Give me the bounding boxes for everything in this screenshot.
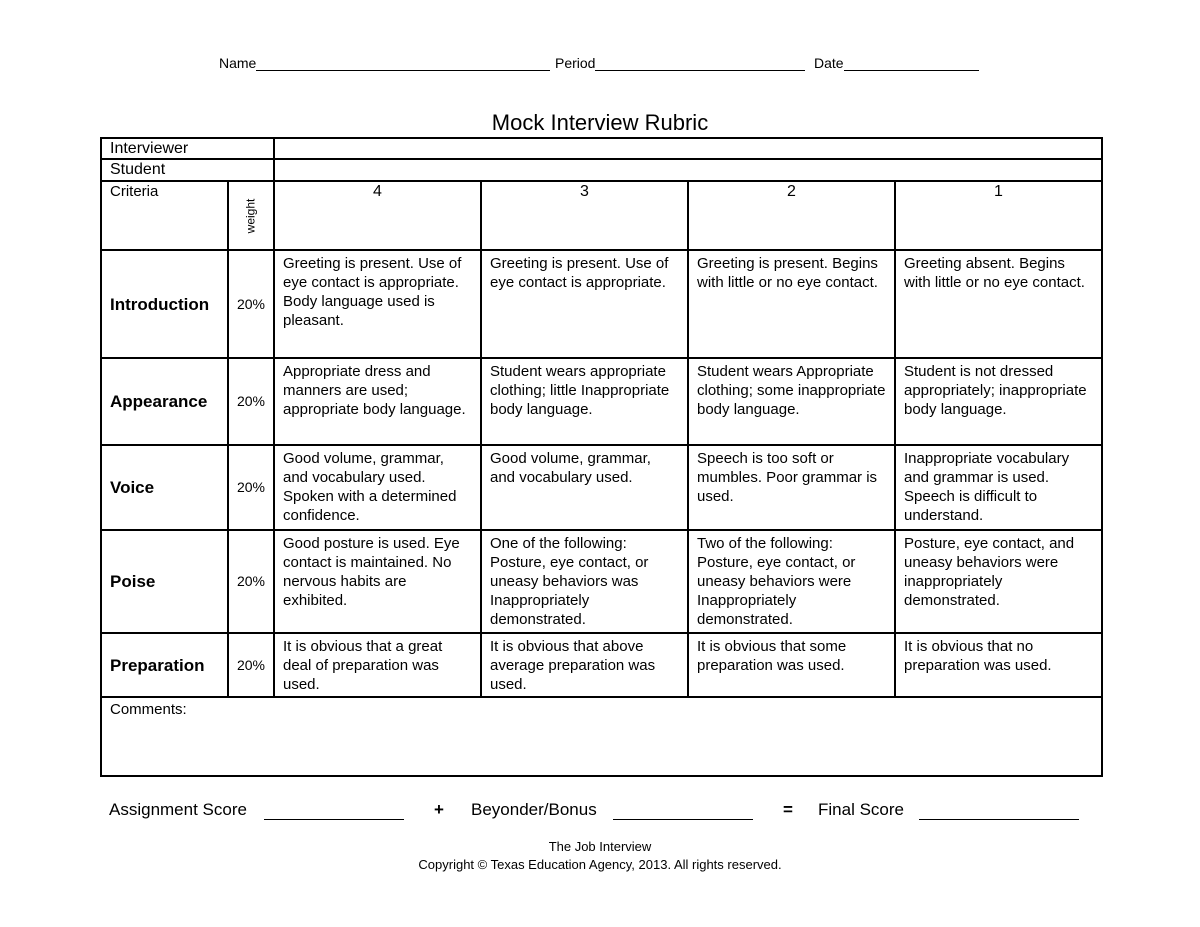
criteria-label: Criteria [101,181,228,250]
level-3-description[interactable]: Good volume, grammar, and vocabulary used. [481,445,688,530]
level-2-description[interactable]: Student wears Appropriate clothing; some inappropriate body language. [688,358,895,445]
level-4-description[interactable]: Good volume, grammar, and vocabulary used. Spoken with a determined confidence. [274,445,481,530]
date-field[interactable] [814,55,979,71]
page-footer [0,838,1200,874]
level-2-description[interactable]: Speech is too soft or mumbles. Poor grammar is used. [688,445,895,530]
level-4-description[interactable]: Good posture is used. Eye contact is maintained. No nervous habits are exhibited. [274,530,481,633]
bonus-blank[interactable] [613,803,753,820]
interviewer-value[interactable] [274,138,1102,159]
weight-header [228,181,274,250]
criterion-label: Introduction [101,250,228,358]
level-3-description[interactable]: It is obvious that above average preparation was used. [481,633,688,697]
level-3-description[interactable]: Greeting is present. Use of eye contact is appropriate. [481,250,688,358]
level-header-2: 2 [688,181,895,250]
header-fields [0,55,1200,75]
criterion-label: Preparation [101,633,228,697]
final-score-field[interactable] [818,800,1079,820]
weight-label: weight [243,198,258,233]
name-label: Name [219,55,257,71]
bonus-field[interactable] [471,800,753,820]
interviewer-label: Interviewer [101,138,274,159]
criteria-header-row [101,181,1102,250]
level-header-3: 3 [481,181,688,250]
footer-copyright: Copyright © Texas Education Agency, 2013. All rights reserved. [418,857,782,872]
level-header-4: 4 [274,181,481,250]
plus-sign: + [434,800,444,819]
student-row [101,159,1102,181]
student-label: Student [101,159,274,181]
weight-value: 20% [228,633,274,697]
level-1-description[interactable]: Greeting absent. Begins with little or no eye contact. [895,250,1102,358]
rubric-row-voice [101,445,1102,530]
rubric-row-preparation [101,633,1102,697]
level-1-description[interactable]: Student is not dressed appropriately; inappropriate body language. [895,358,1102,445]
criterion-label: Voice [101,445,228,530]
weight-value: 20% [228,530,274,633]
comments-box[interactable] [101,697,1102,776]
period-blank[interactable] [595,56,805,71]
comments-label: Comments: [110,701,187,718]
final-score-blank[interactable] [919,803,1079,820]
weight-value: 20% [228,445,274,530]
score-line [0,800,1200,822]
rubric-table [100,137,1103,777]
level-1-description[interactable]: Inappropriate vocabulary and grammar is used. Speech is difficult to understand. [895,445,1102,530]
weight-value: 20% [228,250,274,358]
criterion-label: Appearance [101,358,228,445]
weight-value: 20% [228,358,274,445]
date-label: Date [814,55,844,71]
interviewer-row [101,138,1102,159]
level-3-description[interactable]: One of the following: Posture, eye contact, or uneasy behaviors was Inappropriately demonstrated. [481,530,688,633]
level-4-description[interactable]: It is obvious that a great deal of preparation was used. [274,633,481,697]
page-title: Mock Interview Rubric [491,110,709,135]
level-header-1: 1 [895,181,1102,250]
footer-title: The Job Interview [548,839,652,854]
comments-row [101,697,1102,776]
date-blank[interactable] [844,56,979,71]
final-score-label: Final Score [818,800,904,819]
name-blank[interactable] [256,56,550,71]
rubric-row-poise [101,530,1102,633]
level-4-description[interactable]: Greeting is present. Use of eye contact is appropriate. Body language used is pleasant. [274,250,481,358]
equals-sign: = [783,800,793,819]
level-3-description[interactable]: Student wears appropriate clothing; little Inappropriate body language. [481,358,688,445]
assignment-score-field[interactable] [109,800,404,820]
bonus-label: Beyonder/Bonus [471,800,597,819]
level-1-description[interactable]: Posture, eye contact, and uneasy behaviors were inappropriately demonstrated. [895,530,1102,633]
level-2-description[interactable]: Two of the following: Posture, eye contact, or uneasy behaviors were Inappropriately demonstrated. [688,530,895,633]
level-2-description[interactable]: It is obvious that some preparation was used. [688,633,895,697]
period-label: Period [555,55,596,71]
student-value[interactable] [274,159,1102,181]
assignment-score-label: Assignment Score [109,800,247,819]
rubric-row-appearance [101,358,1102,445]
level-1-description[interactable]: It is obvious that no preparation was used. [895,633,1102,697]
assignment-score-blank[interactable] [264,803,404,820]
period-field[interactable] [555,55,805,71]
rubric-row-introduction [101,250,1102,358]
criterion-label: Poise [101,530,228,633]
name-field[interactable] [219,55,550,71]
level-2-description[interactable]: Greeting is present. Begins with little or no eye contact. [688,250,895,358]
level-4-description[interactable]: Appropriate dress and manners are used; appropriate body language. [274,358,481,445]
